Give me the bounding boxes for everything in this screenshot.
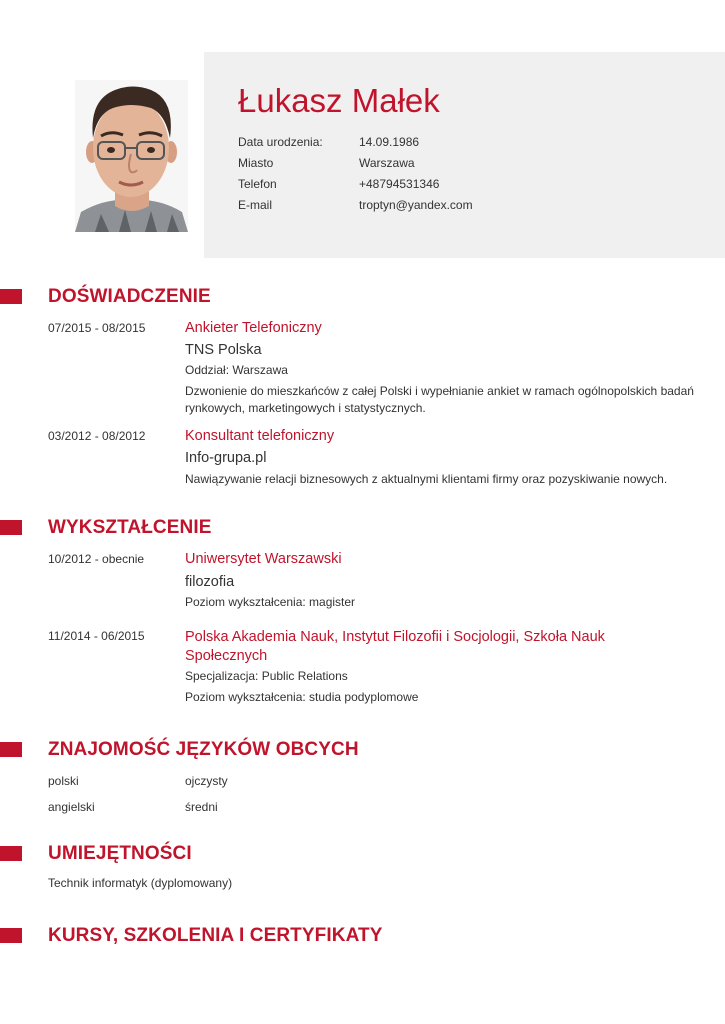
education-date: 11/2014 - 06/2015 <box>48 629 145 643</box>
full-name: Łukasz Małek <box>238 82 440 119</box>
avatar-portrait-icon <box>75 80 188 232</box>
education-school: Polska Akademia Nauk, Instytut Filozofii i Socjologii, Szkoła Nauk Społecznych <box>185 629 605 664</box>
language-level: średni <box>185 800 218 814</box>
section-marker <box>0 520 22 535</box>
section-marker <box>0 928 22 943</box>
info-label: E-mail <box>238 198 273 212</box>
section-title-experience: DOŚWIADCZENIE <box>48 286 211 307</box>
section-marker <box>0 846 22 861</box>
info-value: +48794531346 <box>359 177 440 191</box>
experience-date: 03/2012 - 08/2012 <box>48 429 146 443</box>
education-specialization: Specjalizacja: Public Relations <box>185 669 348 683</box>
profile-photo <box>75 80 188 232</box>
education-level: Poziom wykształcenia: magister <box>185 595 356 609</box>
section-marker <box>0 742 22 757</box>
skills-text: Technik informatyk (dyplomowany) <box>48 876 233 890</box>
info-label: Data urodzenia: <box>238 135 323 149</box>
section-title-languages: ZNAJOMOŚĆ JĘZYKÓW OBCYCH <box>48 739 359 760</box>
experience-company: Info-grupa.pl <box>185 450 267 466</box>
experience-role: Ankieter Telefoniczny <box>185 320 322 336</box>
experience-description: Dzwonienie do mieszkańców z całej Polski i wypełnianie ankiet w ramach ogólnopolskich badań rynkowych, marketingowych i statystycznych. <box>185 384 694 415</box>
experience-role: Konsultant telefoniczny <box>185 428 335 444</box>
info-label: Telefon <box>238 177 277 191</box>
experience-date: 07/2015 - 08/2015 <box>48 321 146 335</box>
education-field: filozofia <box>185 574 235 590</box>
section-title-education: WYKSZTAŁCENIE <box>48 517 212 538</box>
section-marker <box>0 289 22 304</box>
info-value: troptyn@yandex.com <box>359 198 473 212</box>
language-level: ojczysty <box>185 774 228 788</box>
experience-branch: Oddział: Warszawa <box>185 363 288 377</box>
experience-description: Nawiązywanie relacji biznesowych z aktualnymi klientami firmy oraz pozyskiwanie nowych. <box>185 472 668 486</box>
education-level: Poziom wykształcenia: studia podyplomowe <box>185 690 419 704</box>
info-label: Miasto <box>238 156 274 170</box>
info-value: 14.09.1986 <box>359 135 420 149</box>
info-value: Warszawa <box>359 156 415 170</box>
education-date: 10/2012 - obecnie <box>48 552 145 566</box>
language-name: polski <box>48 774 79 788</box>
section-title-skills: UMIEJĘTNOŚCI <box>48 843 192 864</box>
section-title-courses: KURSY, SZKOLENIA I CERTYFIKATY <box>48 925 383 946</box>
language-name: angielski <box>48 800 95 814</box>
experience-company: TNS Polska <box>185 342 262 358</box>
education-school: Uniwersytet Warszawski <box>185 551 342 567</box>
